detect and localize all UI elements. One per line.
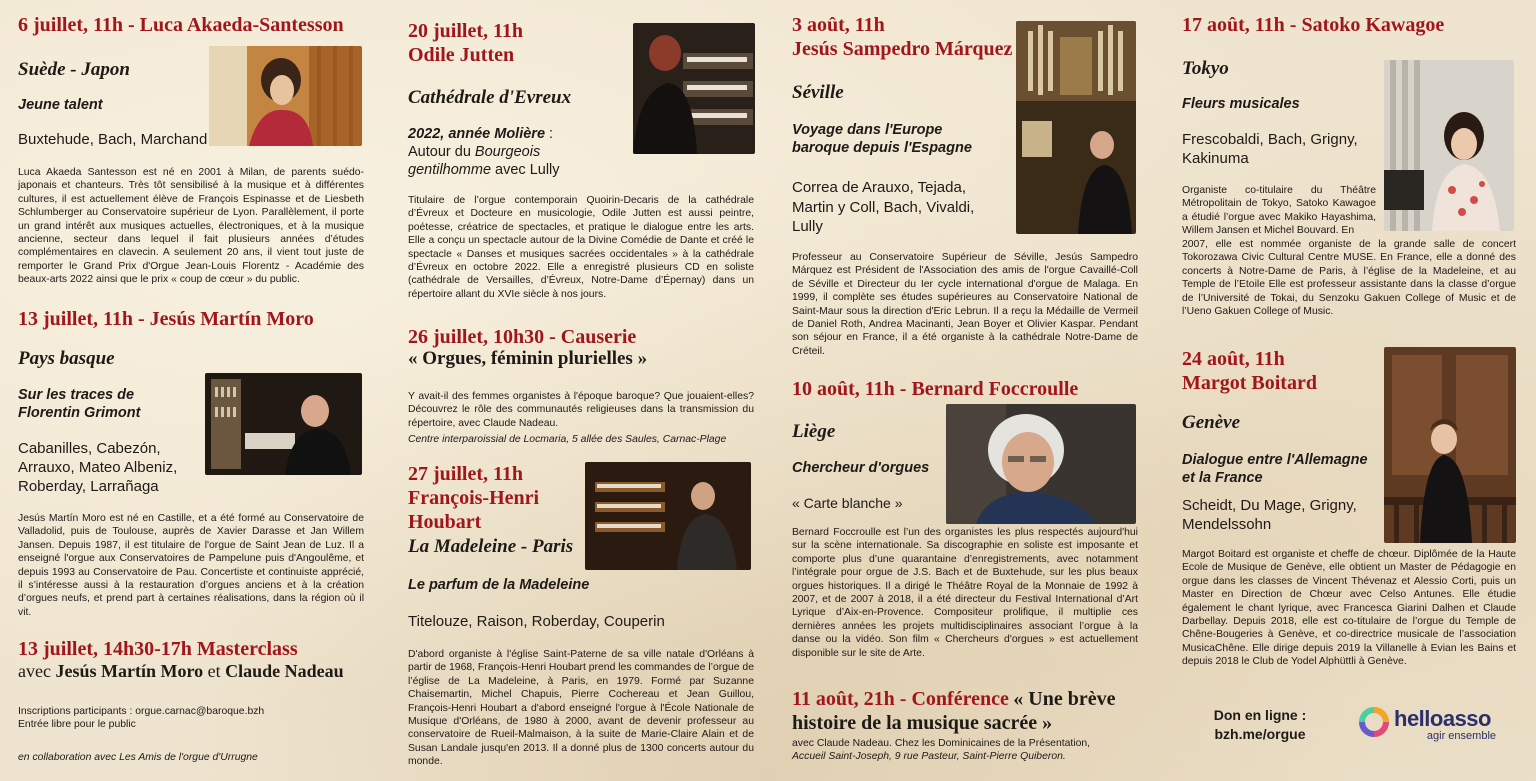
conference-text: avec Claude Nadeau. Chez les Dominicaines de la Présentation, (792, 738, 1091, 749)
event-bio: D'abord organiste à l'église Saint-Paterne de sa ville natale d'Orléans à partir de 1968, François-Henri Houbart prend les commandes de l’orgue de l’église de La Madeleine, à Paris, en 1979. Formé par Suzanne Chaisemartin, Michel Chapuis, Pierre Cochereau et Jean Guillou, François-Henri Houbart a d'abord enseigné l'orgue à l'École Nationale de Musique d'Orléans, de 1980 à 2000, avant de devenir professeur au conservatoire de Rueil-Malmaison, à la suite de Marie-Claire Alain et de Susan Landale jusqu'en 2013. Il a donné plus de 1300 concerts autour du monde. (408, 649, 754, 768)
event-program: Jeune talent (18, 97, 103, 113)
conference-place: Accueil Saint-Joseph, 9 rue Pasteur, Saint-Pierre Quiberon. (792, 751, 1066, 762)
event-bio: Titulaire de l’orgue contemporain Quoirin-Decaris de la cathédrale d’Évreux et Docteure en musicologie, Odile Jutten est aussi peintre, poétesse, créatrice de spectacles, et pratique le dialogue entre les arts. Elle a conçu un spectacle autour de la Divine Comédie de Dante et créé le spectacle « Danses et musiques sacrées occidentales » à la cathédrale d’Évreux en octobre 2022. Elle a enregistré plusieurs CD en soliste (cathédrale de Versailles, d’Évreux, Notre-Dame d’Épernay) dans un répertoire allant du XVIe siècle à nos jours. (408, 195, 754, 300)
event-place: Pays basque (18, 348, 115, 369)
photo-jesus-martin-moro (205, 373, 362, 475)
event-bio: Professeur au Conservatoire Supérieur de Séville, Jesús Sampedro Márquez est Président de l'Association des amis de l'orgue Cavaillé-Coll de Séville et Directeur du Ier cycle international d'orgue de Malaga. En 1999, il complète ses études supérieures au Conservatoire National de Saint-Maur sous la direction d'Eric Lebrun. Il a reçu la Médaille de Vermeil de Daniel Roth, Andrea Macinanti, Jean Boyer et Olivier Kaspar. Pendant son séjour en France, il a été organiste à la cathédrale Notre-Dame de Créteil. (792, 252, 1138, 357)
masterclass-participants: avec Jesús Martín Moro et Claude Nadeau (18, 661, 344, 681)
event-date-20-juillet: 20 juillet, 11h Odile Jutten (408, 20, 524, 66)
event-composers: Cabanilles, Cabezón, Arrauxo, Mateo Albeniz, Roberday, Larrañaga (18, 440, 178, 495)
event-program: Dialogue entre l'Allemagne et la France (1182, 452, 1368, 486)
event-bio-part1: Organiste co-titulaire du Théâtre Métropolitain de Tokyo, Satoko Kawagoe a étudié l’orgue avec Makiko Hayashima, Willem Jansen et Michel Bouvard. En (1182, 185, 1376, 237)
column-3 (789, 0, 1138, 781)
event-date-27-juillet: 27 juillet, 11h François-Henri Houbart (408, 463, 540, 533)
event-program: 2022, année Molière : Autour du Bourgeois gentilhomme avec Lully (408, 126, 560, 178)
event-date-6-juillet: 6 juillet, 11h - Luca Akaeda-Santesson (18, 14, 344, 36)
event-program: Chercheur d'orgues (792, 460, 930, 476)
event-date-3-aout: 3 août, 11h Jesús Sampedro Márquez (792, 14, 1013, 60)
event-subtitle: « Carte blanche » (792, 495, 903, 511)
event-place: Séville (792, 82, 844, 103)
event-program: Sur les traces de Florentin Grimont (18, 387, 141, 421)
helloasso-tagline: agir ensemble (1426, 730, 1496, 742)
donation-block (1200, 706, 1320, 744)
event-place: Suède - Japon (18, 59, 130, 80)
event-composers: Buxtehude, Bach, Marchand (18, 131, 208, 148)
causerie-subtitle: « Orgues, féminin plurielles » (408, 348, 648, 369)
conference-title: 11 août, 21h - Conférence « Une brève histoire de la musique sacrée » (792, 688, 1116, 734)
event-composers: Frescobaldi, Bach, Grigny, Kakinuma (1182, 131, 1358, 167)
event-program: Voyage dans l'Europe baroque depuis l'Espagne (792, 122, 972, 156)
event-composers: Titelouze, Raison, Roberday, Couperin (408, 613, 665, 630)
column-2 (404, 0, 758, 781)
event-bio: Jesús Martín Moro est né en Castille, et a été formé au Conservatoire de Valladolid, puis de Toulouse, auprès de Xavier Darasse et Jan Willem Jansen. Depuis 1987, il est titulaire de l'orgue de Saint Jean de Luz. Il a enseigné l'orgue aux Conservatoires de Pampelune puis d'Angoulême, et depuis 1993 au Conservatoire de Pau. Concertiste et continuiste apprécié, il s’intéresse aussi à la restauration d’orgues anciens et à la création d’orgues neufs, et prend part à certaines réalisations, dans la région où il vit. (18, 513, 364, 618)
donation-label: Don en ligne : (1213, 707, 1307, 723)
event-bio: Luca Akaeda Santesson est né en 2001 à Milan, de parents suédo-japonais et chanteurs. Très tôt sensibilisé à la musique et à différentes cultures, il est actuellement élève de François Espinasse et de Liesbeth Schlumberger au Conservatoire supérieur de Lyon. Parallèlement, il porte un grand intérêt aux musiques actuelles, électroniques, et à la musique ancienne, secteur dans lequel il fait plusieurs années d’études complémentaires en clavecin. A seulement 20 ans, il vient tout juste de remporter le Grand Prix d'Orgue Jean-Louis Florentz - Académie des beaux-arts 2022 ainsi que le prix « coup de cœur » du public. (18, 167, 364, 286)
event-bio: Bernard Foccroulle est l’un des organistes les plus respectés aujourd'hui sur la scène internationale. Sa discographie en soliste est imposante et comporte plus d’une quarantaine d’enregistrements, avec notamment l’intégrale pour orgue de J.S. Bach et de Buxtehude, sur les plus beaux orgues historiques. Il a dirigé le Théâtre Royal de la Monnaie de 1992 à 2007, et de 2007 à 2018, il a été directeur du Festival International d’Art Lyrique d’Aix-en-Provence. Compositeur prolifique, il multiplie ces dernières années les projets multidisciplinaires associant l’orgue à la danse ou la vidéo. Son film « Chercheurs d'orgues » est actuellement disponible sur le site de Arte. (792, 527, 1138, 659)
photo-bernard-foccroulle (946, 404, 1136, 524)
event-place: La Madeleine - Paris (408, 536, 574, 557)
event-composers: Correa de Arauxo, Tejada, Martin y Coll, Bach, Vivaldi, Lully (792, 179, 975, 235)
causerie-text: Y avait-il des femmes organistes à l'époque baroque? Que jouaient-elles? Découvrez le rôle des communautés religieuses dans la transmission du répertoire, avec Claude Nadeau. (408, 391, 754, 429)
event-place: Liège (792, 421, 836, 442)
event-place: Genève (1182, 412, 1241, 433)
column-1 (14, 0, 368, 781)
helloasso-brand: helloasso (1394, 706, 1491, 731)
donation-link[interactable]: bzh.me/orgue (1214, 726, 1306, 742)
masterclass-info: Inscriptions participants : orgue.carnac@baroque.bzh Entrée libre pour le public (18, 706, 265, 731)
column-4 (1178, 0, 1522, 781)
event-bio: Margot Boitard est organiste et cheffe de chœur. Diplômée de la Haute Ecole de Musique de Genève, elle obtient un Master de Pédagogie en orgue dans les classes de Vincent Thévenaz et Alessio Corti, puis un Master en Direction de Chœur avec Celso Antunes. Elle étudie également le chant lyrique, avec Francesca Giarini Dalhen et Claude Darbellay. Depuis 2018, elle est co-titulaire de l’orgue du Temple de Chêne-Bougeries à Genève, et co-directrice musicale de l’association MusicaChêne. Elle dirige depuis 2019 la Villanelle à Evian les Bains et depuis 2018 le Club de Yodel Alphüttli à Genève. (1182, 549, 1516, 668)
photo-francois-henri-houbart (585, 462, 751, 570)
helloasso-icon (1358, 706, 1390, 738)
photo-luca-akaeda-santesson (209, 46, 362, 146)
causerie-title: 26 juillet, 10h30 - Causerie (408, 326, 637, 348)
causerie-place: Centre interparoissial de Locmaria, 5 allée des Saules, Carnac-Plage (408, 434, 727, 445)
event-bio-part2: 2007, elle est nommée organiste de la grande salle de concert Tokorozawa Civic Cultural Centre MUSE. En France, elle a donné des concerts à Notre-Dame de Paris, à l’église de la Madeleine, et au Temple de l’Etoile Elle est professeur assistante dans la classe d’orgue de l’Université de Tokai, du Senzoku Gakuen College of Music et de l’Ueno Gakuen College of Music. (1182, 239, 1516, 318)
photo-satoko-kawagoe (1384, 60, 1514, 231)
photo-jesus-sampedro-marquez (1016, 21, 1136, 234)
event-date-17-aout: 17 août, 11h - Satoko Kawagoe (1182, 14, 1445, 36)
event-program: Fleurs musicales (1182, 96, 1300, 112)
event-program: Le parfum de la Madeleine (408, 577, 590, 593)
photo-odile-jutten (633, 23, 755, 154)
event-place: Tokyo (1182, 58, 1229, 79)
helloasso-logo[interactable] (1358, 704, 1498, 746)
masterclass-title: 13 juillet, 14h30-17h Masterclass (18, 638, 298, 660)
event-composers: Scheidt, Du Mage, Grigny, Mendelssohn (1182, 497, 1357, 533)
event-place: Cathédrale d'Evreux (408, 87, 572, 108)
photo-margot-boitard (1384, 347, 1516, 543)
event-date-10-aout: 10 août, 11h - Bernard Foccroulle (792, 378, 1079, 400)
event-date-24-aout: 24 août, 11h Margot Boitard (1182, 348, 1317, 394)
event-date-13-juillet: 13 juillet, 11h - Jesús Martín Moro (18, 308, 314, 330)
collaboration-note: en collaboration avec Les Amis de l'orgue d'Urrugne (18, 752, 258, 763)
